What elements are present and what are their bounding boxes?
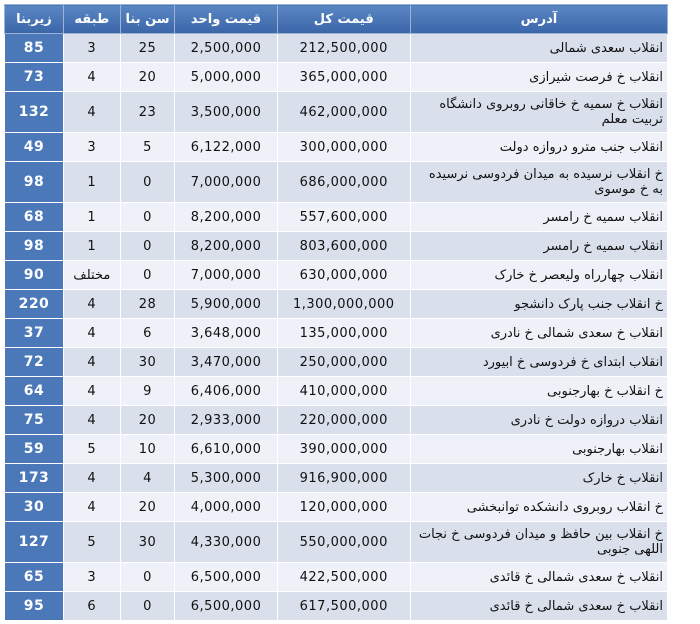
building-age-cell: 20 <box>120 63 175 92</box>
unit-price-cell: 6,500,000 <box>175 563 277 592</box>
total-price-cell: 630,000,000 <box>277 261 410 290</box>
address-cell: انقلاب دروازه دولت خ نادری <box>410 406 667 435</box>
total-price-cell: 1,300,000,000 <box>277 290 410 319</box>
address-cell: خ انقلاب خ بهارجنوبی <box>410 377 667 406</box>
address-cell: انقلاب سمیه خ رامسر <box>410 232 667 261</box>
area-cell: 64 <box>5 377 64 406</box>
floor-cell: 1 <box>63 232 120 261</box>
header-floor: طبقه <box>63 5 120 34</box>
address-cell: خ انقلاب جنب پارک دانشجو <box>410 290 667 319</box>
building-age-cell: 30 <box>120 348 175 377</box>
unit-price-cell: 6,610,000 <box>175 435 277 464</box>
table-row <box>5 261 668 290</box>
unit-price-cell: 4,330,000 <box>175 522 277 563</box>
area-cell: 98 <box>5 162 64 203</box>
area-cell: 95 <box>5 592 64 621</box>
table-row <box>5 133 668 162</box>
unit-price-cell: 3,648,000 <box>175 319 277 348</box>
floor-cell: 1 <box>63 203 120 232</box>
total-price-cell: 410,000,000 <box>277 377 410 406</box>
total-price-cell: 250,000,000 <box>277 348 410 377</box>
area-cell: 68 <box>5 203 64 232</box>
header-building-age: سن بنا <box>120 5 175 34</box>
header-total-price: قیمت کل <box>277 5 410 34</box>
building-age-cell: 10 <box>120 435 175 464</box>
table-row <box>5 63 668 92</box>
floor-cell: 4 <box>63 377 120 406</box>
floor-cell: 3 <box>63 563 120 592</box>
total-price-cell: 686,000,000 <box>277 162 410 203</box>
total-price-cell: 390,000,000 <box>277 435 410 464</box>
address-cell: انقلاب خ سعدی شمالی خ قائدی <box>410 563 667 592</box>
unit-price-cell: 3,470,000 <box>175 348 277 377</box>
floor-cell: 4 <box>63 464 120 493</box>
table-row <box>5 464 668 493</box>
area-cell: 220 <box>5 290 64 319</box>
floor-cell: 4 <box>63 290 120 319</box>
table-row <box>5 290 668 319</box>
address-cell: انقلاب سمیه خ رامسر <box>410 203 667 232</box>
apartment-price-table <box>4 4 668 621</box>
building-age-cell: 30 <box>120 522 175 563</box>
unit-price-cell: 5,900,000 <box>175 290 277 319</box>
unit-price-cell: 7,000,000 <box>175 162 277 203</box>
unit-price-cell: 6,122,000 <box>175 133 277 162</box>
area-cell: 127 <box>5 522 64 563</box>
table-row <box>5 377 668 406</box>
building-age-cell: 25 <box>120 34 175 63</box>
address-cell: انقلاب بهارجنوبی <box>410 435 667 464</box>
table-row <box>5 34 668 63</box>
total-price-cell: 617,500,000 <box>277 592 410 621</box>
area-cell: 90 <box>5 261 64 290</box>
floor-cell: 3 <box>63 133 120 162</box>
table-row <box>5 203 668 232</box>
floor-cell: مختلف <box>63 261 120 290</box>
address-cell: انقلاب خ سعدی شمالی خ نادری <box>410 319 667 348</box>
building-age-cell: 0 <box>120 563 175 592</box>
area-cell: 30 <box>5 493 64 522</box>
area-cell: 49 <box>5 133 64 162</box>
unit-price-cell: 8,200,000 <box>175 232 277 261</box>
area-cell: 132 <box>5 92 64 133</box>
total-price-cell: 212,500,000 <box>277 34 410 63</box>
total-price-cell: 803,600,000 <box>277 232 410 261</box>
address-cell: انقلاب خ سعدی شمالی خ قائدی <box>410 592 667 621</box>
header-row <box>5 5 668 34</box>
total-price-cell: 462,000,000 <box>277 92 410 133</box>
unit-price-cell: 4,000,000 <box>175 493 277 522</box>
building-age-cell: 0 <box>120 261 175 290</box>
unit-price-cell: 3,500,000 <box>175 92 277 133</box>
address-cell: انقلاب خ فرصت شیرازی <box>410 63 667 92</box>
address-cell: خ انقلاب بین حافظ و میدان فردوسی خ نجات اللهی جنوبی <box>410 522 667 563</box>
address-cell: انقلاب چهارراه ولیعصر خ خارک <box>410 261 667 290</box>
total-price-cell: 300,000,000 <box>277 133 410 162</box>
total-price-cell: 916,900,000 <box>277 464 410 493</box>
table-row <box>5 493 668 522</box>
address-cell: انقلاب ابتدای خ فردوسی خ ابیورد <box>410 348 667 377</box>
total-price-cell: 365,000,000 <box>277 63 410 92</box>
total-price-cell: 550,000,000 <box>277 522 410 563</box>
unit-price-cell: 2,933,000 <box>175 406 277 435</box>
area-cell: 73 <box>5 63 64 92</box>
floor-cell: 6 <box>63 592 120 621</box>
floor-cell: 5 <box>63 435 120 464</box>
area-cell: 173 <box>5 464 64 493</box>
floor-cell: 1 <box>63 162 120 203</box>
building-age-cell: 0 <box>120 232 175 261</box>
building-age-cell: 9 <box>120 377 175 406</box>
building-age-cell: 6 <box>120 319 175 348</box>
building-age-cell: 20 <box>120 406 175 435</box>
address-cell: انقلاب خ سمیه خ خاقانی روبروی دانشگاه تربیت معلم <box>410 92 667 133</box>
unit-price-cell: 5,000,000 <box>175 63 277 92</box>
table-row <box>5 162 668 203</box>
floor-cell: 5 <box>63 522 120 563</box>
total-price-cell: 220,000,000 <box>277 406 410 435</box>
building-age-cell: 5 <box>120 133 175 162</box>
building-age-cell: 0 <box>120 592 175 621</box>
building-age-cell: 23 <box>120 92 175 133</box>
table-row <box>5 435 668 464</box>
header-address: آدرس <box>410 5 667 34</box>
total-price-cell: 135,000,000 <box>277 319 410 348</box>
area-cell: 65 <box>5 563 64 592</box>
table-row <box>5 592 668 621</box>
table-row <box>5 319 668 348</box>
floor-cell: 3 <box>63 34 120 63</box>
area-cell: 72 <box>5 348 64 377</box>
total-price-cell: 557,600,000 <box>277 203 410 232</box>
total-price-cell: 120,000,000 <box>277 493 410 522</box>
unit-price-cell: 7,000,000 <box>175 261 277 290</box>
total-price-cell: 422,500,000 <box>277 563 410 592</box>
unit-price-cell: 2,500,000 <box>175 34 277 63</box>
address-cell: انقلاب جنب مترو دروازه دولت <box>410 133 667 162</box>
floor-cell: 4 <box>63 493 120 522</box>
header-unit-price: قیمت واحد <box>175 5 277 34</box>
address-cell: خ انقلاب نرسیده به میدان فردوسی نرسیده به خ موسوی <box>410 162 667 203</box>
area-cell: 59 <box>5 435 64 464</box>
table-row <box>5 563 668 592</box>
area-cell: 85 <box>5 34 64 63</box>
building-age-cell: 28 <box>120 290 175 319</box>
area-cell: 98 <box>5 232 64 261</box>
building-age-cell: 0 <box>120 162 175 203</box>
floor-cell: 4 <box>63 348 120 377</box>
unit-price-cell: 8,200,000 <box>175 203 277 232</box>
floor-cell: 4 <box>63 406 120 435</box>
table-row <box>5 92 668 133</box>
table-row <box>5 232 668 261</box>
building-age-cell: 0 <box>120 203 175 232</box>
floor-cell: 4 <box>63 92 120 133</box>
unit-price-cell: 5,300,000 <box>175 464 277 493</box>
table-row <box>5 348 668 377</box>
building-age-cell: 20 <box>120 493 175 522</box>
floor-cell: 4 <box>63 63 120 92</box>
area-cell: 75 <box>5 406 64 435</box>
table-row <box>5 522 668 563</box>
address-cell: انقلاب سعدی شمالی <box>410 34 667 63</box>
floor-cell: 4 <box>63 319 120 348</box>
table-row <box>5 406 668 435</box>
header-area: زیربنا <box>5 5 64 34</box>
building-age-cell: 4 <box>120 464 175 493</box>
address-cell: خ انقلاب روبروی دانشکده توانبخشی <box>410 493 667 522</box>
area-cell: 37 <box>5 319 64 348</box>
unit-price-cell: 6,500,000 <box>175 592 277 621</box>
address-cell: انقلاب خ خارک <box>410 464 667 493</box>
unit-price-cell: 6,406,000 <box>175 377 277 406</box>
